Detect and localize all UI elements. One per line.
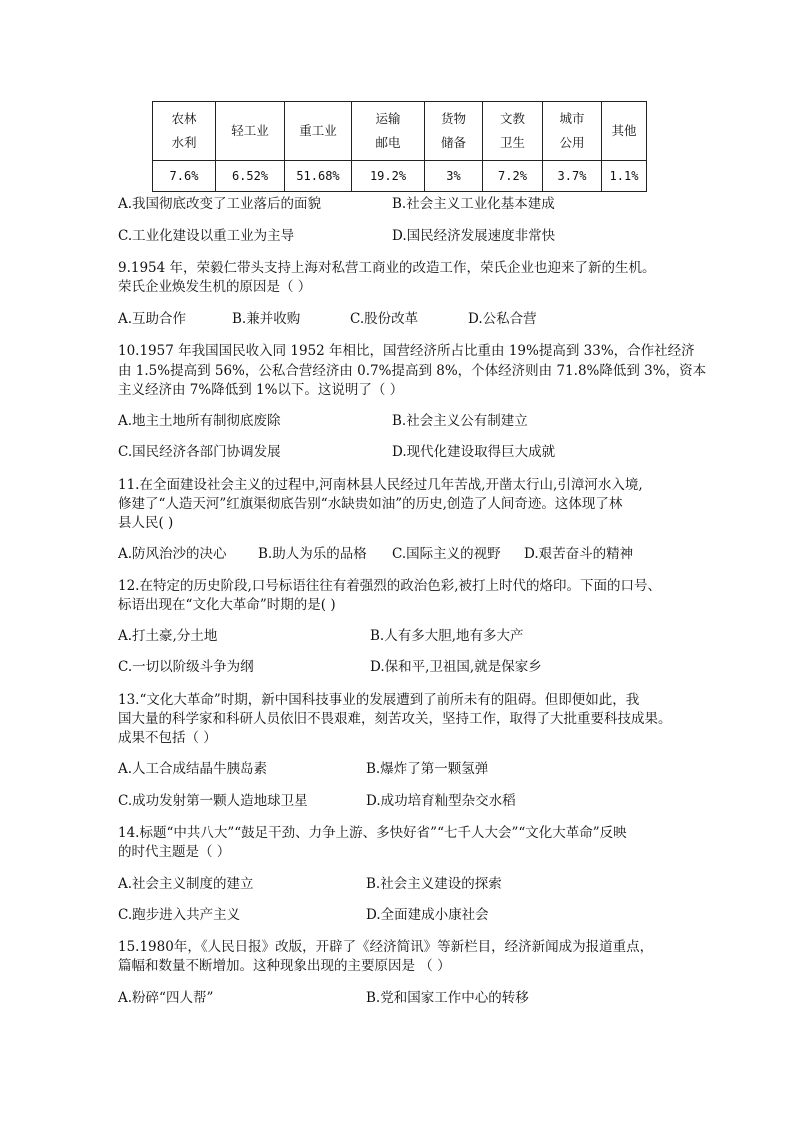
q9-option-a: A.互助合作 [118,311,187,327]
q15-stem-line: 篇幅和数量不断增加。这种现象出现的主要原因是 （ ） [118,958,451,974]
q12-option-c: C.一切以阶级斗争为纲 [118,659,254,675]
q9-option-d: D.公私合营 [468,311,537,327]
q14-option-b: B.社会主义建设的探索 [366,876,502,892]
q13-stem-line: 成果不包括（ ） [118,730,217,746]
q12-option-b: B.人有多大胆,地有多大产 [370,628,524,644]
q13-option-c: C.成功发射第一颗人造地球卫星 [118,793,308,809]
header-cell: 文教 卫生 [483,102,543,161]
q10-stem-line: 主义经济由 7%降低到 1%以下。这说明了（ ） [118,382,404,398]
header-cell: 其他 [602,102,647,161]
value-cell: 7.2% [483,161,543,192]
q10-option-b: B.社会主义公有制建立 [392,413,528,429]
q11-option-c: C.国际主义的视野 [392,546,501,562]
q11-option-a: A.防风治沙的决心 [118,546,227,562]
q8-option-a: A.我国彻底改变了工业落后的面貌 [118,196,322,212]
q14-option-d: D.全面建成小康社会 [366,907,489,923]
q10-option-c: C.国民经济各部门协调发展 [118,444,281,460]
q13-stem-line: 国大量的科学家和科研人员依旧不畏艰难，刻苦攻关，坚持工作，取得了大批重要科技成果。 [118,711,672,727]
q11-option-b: B.助人为乐的品格 [258,546,367,562]
q12-option-a: A.打土豪,分土地 [118,628,218,644]
investment-table [152,101,647,192]
q13-stem-line: 13.“文化大革命”时期，新中国科技事业的发展遭到了前所未有的阻碍。但即便如此，我 [118,692,640,708]
table-value-row [153,161,647,192]
q11-stem-line: 11.在全面建设社会主义的过程中,河南林县人民经过几年苦战,开凿太行山,引漳河水入境, [118,477,643,493]
value-cell: 19.2% [352,161,425,192]
q13-option-d: D.成功培育籼型杂交水稻 [366,793,516,809]
header-cell: 运输 邮电 [352,102,425,161]
table-header-row [153,102,647,161]
q15-stem-line: 15.1980年，《人民日报》改版，开辟了《经济简讯》等新栏目，经济新闻成为报道重点， [118,939,654,955]
value-cell: 51.68% [285,161,352,192]
q14-stem-line: 14.标题“中共八大”“鼓足干劲、力争上游、多快好省”“七千人大会”“文化大革命”反映 [118,825,627,841]
q14-option-c: C.跑步进入共产主义 [118,907,241,923]
q10-option-a: A.地主土地所有制彻底废除 [118,413,281,429]
q12-stem-line: 12.在特定的历史阶段,口号标语往往有着强烈的政治色彩,被打上时代的烙印。下面的口号、 [118,578,662,594]
header-cell: 轻工业 [216,102,285,161]
q10-option-d: D.现代化建设取得巨大成就 [392,444,556,460]
value-cell: 7.6% [153,161,216,192]
q15-option-a: A.粉碎“四人帮” [118,990,214,1006]
header-cell: 农林 水利 [153,102,216,161]
q9-stem-line: 9.1954 年，荣毅仁带头支持上海对私营工商业的改造工作，荣氏企业也迎来了新的生机。 [118,260,656,276]
q11-stem-line: 修建了“人造天河”红旗渠彻底告别“水缺贵如油”的历史,创造了人间奇迹。这体现了林 [118,496,623,512]
q12-stem-line: 标语出现在“文化大革命”时期的是( ) [118,597,336,613]
value-cell: 1.1% [602,161,647,192]
q14-option-a: A.社会主义制度的建立 [118,876,254,892]
value-cell: 3.7% [543,161,602,192]
q10-stem-line: 由 1.5%提高到 56%，公私合营经济由 0.7%提高到 8%，个体经济则由 71.8%降低到 3%，资本 [118,363,707,379]
value-cell: 6.52% [216,161,285,192]
q8-option-d: D.国民经济发展速度非常快 [392,228,556,244]
header-cell: 货物 储备 [425,102,483,161]
q12-option-d: D.保和平,卫祖国,就是保家乡 [370,659,542,675]
q14-stem-line: 的时代主题是（ ） [118,844,231,860]
q9-option-c: C.股份改革 [350,311,419,327]
q11-stem-line: 县人民( ) [118,515,174,531]
q13-option-a: A.人工合成结晶牛胰岛素 [118,761,268,777]
q9-option-b: B.兼并收购 [232,311,301,327]
q15-option-b: B.党和国家工作中心的转移 [366,990,529,1006]
value-cell: 3% [425,161,483,192]
header-cell: 城市 公用 [543,102,602,161]
q9-stem-line: 荣氏企业焕发生机的原因是（ ） [118,279,312,295]
q8-option-b: B.社会主义工业化基本建成 [392,196,555,212]
header-cell: 重工业 [285,102,352,161]
q10-stem-line: 10.1957 年我国国民收入同 1952 年相比，国营经济所占比重由 19%提高到 33%，合作社经济 [118,343,695,359]
q11-option-d: D.艰苦奋斗的精神 [524,546,634,562]
q13-option-b: B.爆炸了第一颗氢弹 [366,761,489,777]
q8-option-c: C.工业化建设以重工业为主导 [118,228,295,244]
